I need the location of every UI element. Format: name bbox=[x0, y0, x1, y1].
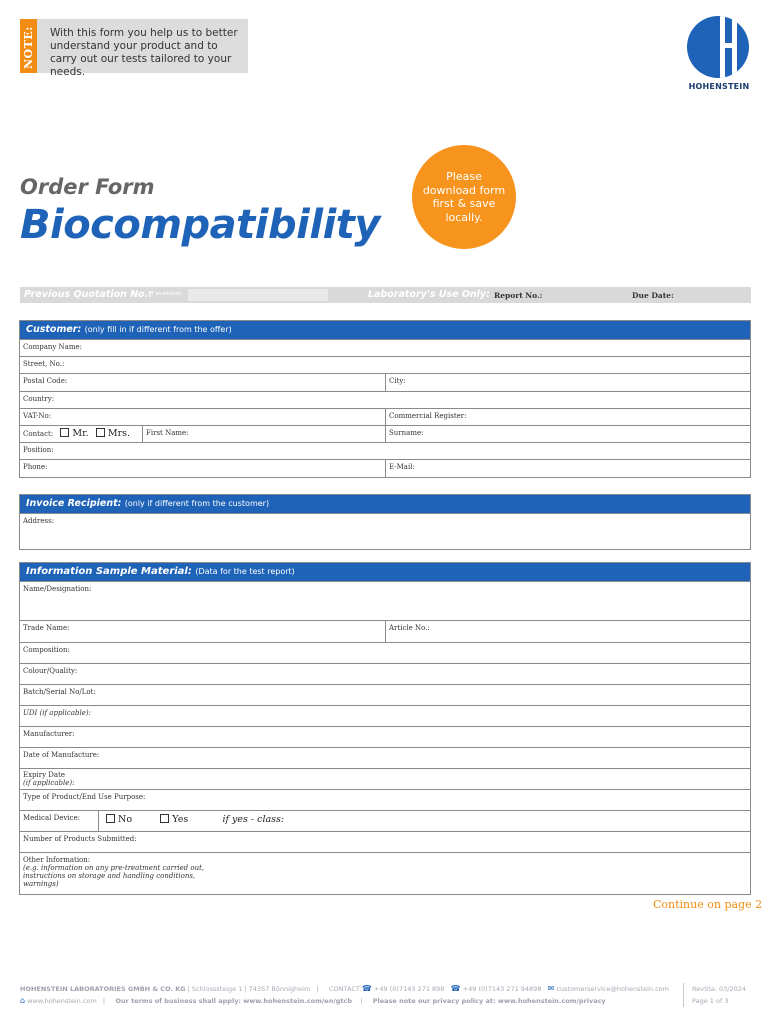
first-name-field[interactable]: First Name: bbox=[142, 426, 385, 442]
laboratory-use-label: Laboratory's Use Only: bbox=[368, 289, 490, 300]
vat-register-row bbox=[20, 408, 750, 425]
footer-email[interactable]: customerservice@hohenstein.com bbox=[556, 985, 669, 993]
footer-address: Schlosssteige 1 | 74357 Bönnigheim bbox=[191, 985, 311, 993]
invoice-section bbox=[19, 494, 751, 550]
footer-web[interactable]: www.hohenstein.com bbox=[27, 997, 97, 1005]
report-no-label: Report No.: bbox=[494, 291, 543, 300]
note-box bbox=[20, 19, 248, 78]
medical-device-yes-checkbox[interactable] bbox=[160, 814, 169, 823]
quotation-hint: (if available) bbox=[148, 291, 183, 297]
quotation-bar bbox=[20, 287, 751, 303]
medical-device-options: No Yes if yes - class: bbox=[98, 811, 751, 831]
download-reminder-badge: Please download form first & save locally. bbox=[412, 145, 516, 249]
footer-contact-label: CONTACT bbox=[329, 985, 360, 993]
phone-field[interactable]: Phone: bbox=[23, 463, 48, 471]
quotation-label-area bbox=[20, 287, 190, 303]
batch-serial-field[interactable]: Batch/Serial No/Lot: bbox=[20, 684, 750, 705]
other-information-field[interactable]: Other Information: (e.g. information on any pre-treatment carried out, instructions on storage and handling conditions, warnings) bbox=[20, 852, 750, 894]
country-field[interactable]: Country: bbox=[20, 391, 750, 408]
contact-salutation: Contact: Mr. Mrs. bbox=[23, 428, 131, 439]
postal-code-field[interactable]: Postal Code: bbox=[23, 377, 68, 385]
note-tab-label: NOTE: bbox=[22, 26, 35, 69]
medical-device-row bbox=[20, 810, 750, 831]
continue-on-page-2: Continue on page 2 bbox=[653, 898, 763, 911]
footer-privacy[interactable]: Please note our privacy policy at: www.hohenstein.com/privacy bbox=[372, 997, 606, 1005]
footer-revision bbox=[692, 983, 746, 1007]
logo-mark-icon bbox=[687, 16, 749, 78]
previous-quotation-input[interactable] bbox=[188, 289, 328, 301]
contact-row bbox=[20, 425, 750, 442]
note-tab bbox=[20, 19, 37, 73]
article-no-field[interactable]: Article No.: bbox=[385, 621, 751, 642]
vat-field[interactable]: VAT-No: bbox=[23, 412, 52, 420]
date-manufacture-field[interactable]: Date of Manufacture: bbox=[20, 747, 750, 768]
mrs-checkbox[interactable] bbox=[96, 428, 105, 437]
mail-icon: ✉ bbox=[547, 984, 555, 993]
medical-device-no-checkbox[interactable] bbox=[106, 814, 115, 823]
composition-field[interactable]: Composition: bbox=[20, 642, 750, 663]
home-icon: ⌂ bbox=[20, 996, 26, 1005]
type-use-field[interactable]: Type of Product/End Use Purpose: bbox=[20, 789, 750, 810]
invoice-heading: Invoice Recipient: (only if different from the customer) bbox=[20, 495, 750, 513]
logo-text: HOHENSTEIN bbox=[688, 82, 750, 91]
company-name-field[interactable]: Company Name: bbox=[20, 339, 750, 356]
commercial-register-field[interactable]: Commercial Register: bbox=[385, 409, 751, 425]
page-number: Page 1 of 3 bbox=[692, 997, 729, 1005]
street-field[interactable]: Street, No.: bbox=[20, 356, 750, 373]
postal-city-row bbox=[20, 373, 750, 391]
footer-fax: +49 (0)7143 271 94898 bbox=[462, 985, 542, 993]
page-title-biocompatibility: Biocompatibility bbox=[20, 202, 380, 248]
name-designation-field[interactable]: Name/Designation: bbox=[20, 581, 750, 620]
expiry-date-field[interactable]: Expiry Date (if applicable): bbox=[20, 768, 750, 789]
colour-quality-field[interactable]: Colour/Quality: bbox=[20, 663, 750, 684]
due-date-label: Due Date: bbox=[632, 291, 674, 300]
manufacturer-field[interactable]: Manufacturer: bbox=[20, 726, 750, 747]
previous-quotation-label: Previous Quotation No.: bbox=[24, 289, 153, 300]
udi-field[interactable]: UDI (if applicable): bbox=[20, 705, 750, 726]
mr-checkbox[interactable] bbox=[60, 428, 69, 437]
surname-field[interactable]: Surname: bbox=[385, 426, 751, 442]
customer-heading: Customer: (only fill in if different from the offer) bbox=[20, 321, 750, 339]
phone-icon: ☎ bbox=[361, 984, 372, 993]
fax-icon: ☎ bbox=[450, 984, 461, 993]
footer-divider bbox=[683, 983, 684, 1007]
sample-heading: Information Sample Material: (Data for the test report) bbox=[20, 563, 750, 581]
customer-section bbox=[19, 320, 751, 478]
device-class-label: if yes - class: bbox=[222, 814, 285, 825]
medical-device-label: Medical Device: bbox=[23, 814, 80, 822]
footer-company: HOHENSTEIN LABORATORIES GMBH & CO. KG bbox=[20, 985, 186, 993]
phone-email-row bbox=[20, 459, 750, 477]
sample-section bbox=[19, 562, 751, 895]
hohenstein-logo bbox=[684, 16, 754, 96]
trade-name-field[interactable]: Trade Name: bbox=[23, 624, 70, 632]
email-field[interactable]: E-Mail: bbox=[385, 460, 751, 477]
note-text: With this form you help us to better understand your product and to carry out our tests tailored to your needs. bbox=[50, 27, 238, 78]
position-field[interactable]: Position: bbox=[20, 442, 750, 459]
num-products-field[interactable]: Number of Products Submitted: bbox=[20, 831, 750, 852]
trade-article-row bbox=[20, 620, 750, 642]
city-field[interactable]: City: bbox=[385, 374, 751, 391]
footer-phone: +49 (0)7143 271 898 bbox=[373, 985, 445, 993]
footer: HOHENSTEIN LABORATORIES GMBH & CO. KG | Schlosssteige 1 | 74357 Bönnigheim | CONTACT ☎ +49 (0)7143 271 898 ☎ +49 (0)7143 271 94898 ✉ customerservice@hohenstein.com ⌂ www.hohenstein.com | Our terms of business shall apply: www.hohenstein.com/en/gtcb | Please note our privacy policy at: www.hohenstein.com/privacy bbox=[20, 984, 669, 1005]
footer-terms[interactable]: Our terms of business shall apply: www.hohenstein.com/en/gtcb bbox=[115, 997, 352, 1005]
revision-status: RevSta: 03/2024 bbox=[692, 985, 746, 993]
invoice-address-field[interactable]: Address: bbox=[20, 513, 750, 549]
page-title-order-form: Order Form bbox=[20, 175, 155, 199]
